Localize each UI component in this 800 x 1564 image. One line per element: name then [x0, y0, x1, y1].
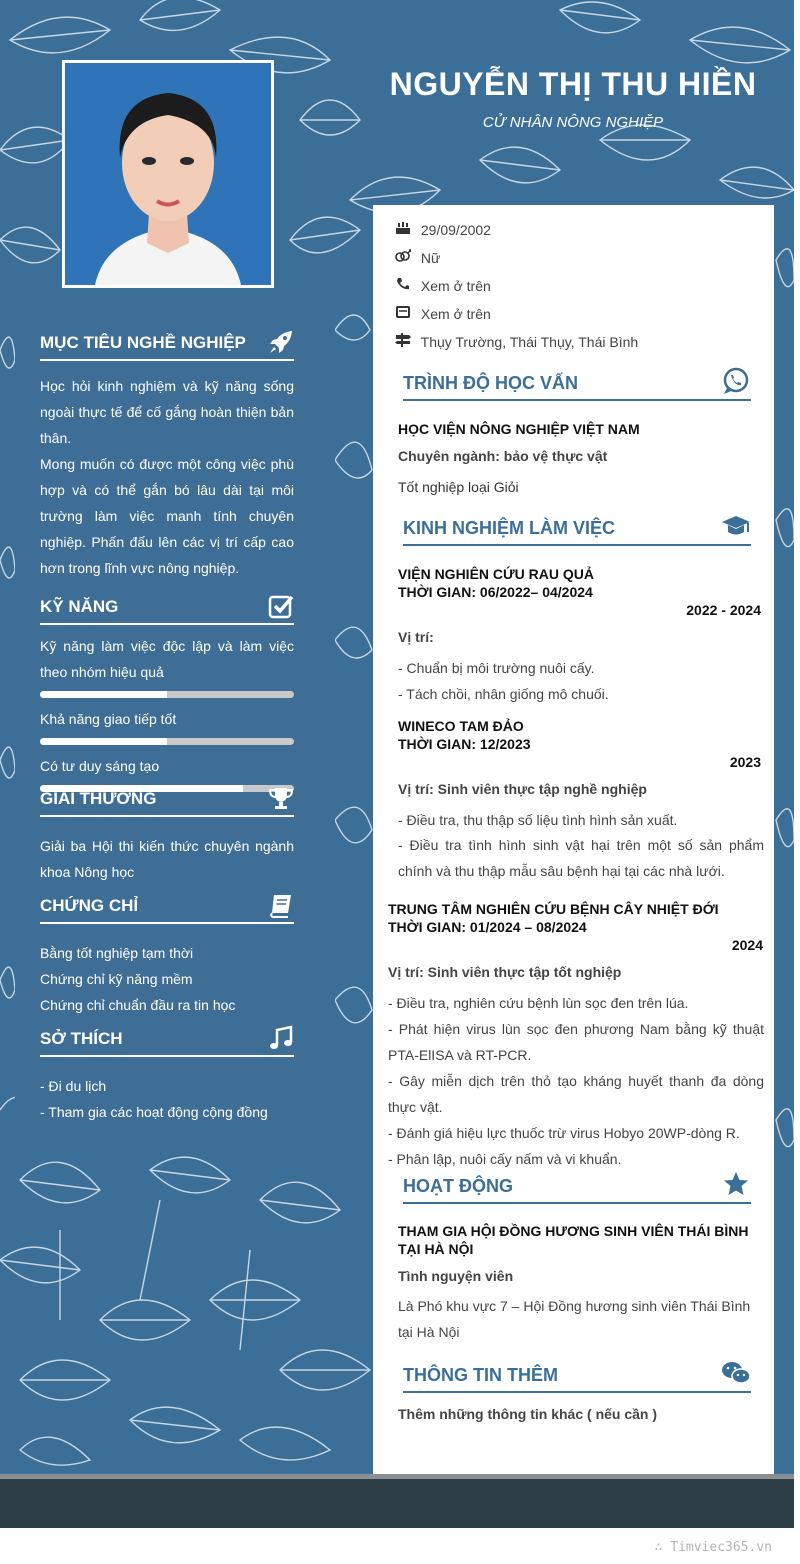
experience-heading: KINH NGHIỆM LÀM VIỆC — [403, 518, 616, 538]
email-text: Xem ở trên — [420, 306, 491, 322]
hobby-item: - Đi du lịch — [40, 1078, 107, 1094]
hobbies-section — [40, 1029, 294, 1125]
watermark: ∴ Timviec365.vn — [654, 1540, 772, 1555]
award-text: Giải ba Hội thi kiến thức chuyên ngành khoa Nông học — [40, 838, 294, 880]
job-duty: - Điều tra, thu thập số liệu tình hình sản xuất. — [398, 812, 678, 828]
chat-bubble-phone-icon — [721, 367, 751, 395]
gender-text: Nữ — [420, 250, 441, 266]
career-goal-text-1: Học hỏi kinh nghiệm và kỹ năng sống ngoài thực tế để cố gắng hoàn thiện bản thân. — [40, 378, 294, 446]
job-duty: - Điều tra, nghiên cứu bệnh lùn sọc đen trên lúa. — [388, 995, 689, 1011]
address-text: Thụy Trường, Thái Thụy, Thái Bình — [420, 334, 639, 350]
experience-heading-row — [403, 518, 751, 546]
skills-heading: KỸ NĂNG — [40, 597, 119, 616]
extra-heading-row — [403, 1365, 751, 1393]
job-period: 2024 — [731, 937, 763, 953]
footer-bar — [0, 1474, 794, 1528]
career-goal-section — [40, 333, 294, 581]
section-heading — [40, 597, 294, 625]
job-duty: - Gây miễn dịch trên thỏ tạo kháng huyết thanh đa dòng thực vật. — [388, 1073, 764, 1115]
birthday-text: 29/09/2002 — [420, 222, 491, 238]
section-heading — [40, 789, 294, 817]
job-time: THỜI GIAN: 01/2024 – 08/2024 — [388, 919, 587, 935]
music-note-icon — [268, 1025, 294, 1051]
job-time: THỜI GIAN: 12/2023 — [398, 736, 531, 752]
activity-description: Là Phó khu vực 7 – Hội Đồng hương sinh viên Thái Bình tại Hà Nội — [398, 1298, 751, 1340]
job-org: WINECO TAM ĐẢO — [398, 718, 524, 734]
email-icon — [395, 305, 411, 319]
candidate-name: NGUYỄN THỊ THU HIỀN — [389, 66, 757, 102]
contact-gender — [395, 249, 440, 266]
job-duty: - Đánh giá hiệu lực thuốc trừ virus Hobyo 20WP-dòng R. — [388, 1125, 740, 1141]
section-heading — [40, 896, 294, 924]
skill-bar-fill — [40, 738, 167, 745]
job-duty: - Điều tra tình hình sinh vật hại trên một số sản phẩm chính và thu thập mẫu sâu bệnh hại tại các nhà lưới. — [398, 837, 764, 879]
awards-heading: GIẢI THƯỞNG — [40, 789, 157, 808]
star-icon — [721, 1170, 751, 1198]
awards-section — [40, 789, 294, 885]
wechat-icon — [721, 1359, 751, 1387]
contact-address — [395, 333, 638, 350]
extra-text: Thêm những thông tin khác ( nếu cần ) — [398, 1406, 658, 1422]
profile-photo — [62, 60, 274, 288]
education-major: Chuyên ngành: bảo vệ thực vật — [398, 448, 608, 464]
job-org: VIỆN NGHIÊN CỨU RAU QUẢ — [398, 566, 594, 582]
education-heading: TRÌNH ĐỘ HỌC VẤN — [403, 373, 578, 393]
job-period: 2023 — [729, 754, 761, 770]
portrait-illustration — [65, 63, 271, 285]
career-goal-text-2: Mong muốn có được một công việc phù hợp và có thể gắn bó lâu dài tại môi trường làm việc manh tính chuyên nghiệp. Phấn đấu lên các vị trí cấp cao hơn trong lĩnh vực nông nghiệp. — [40, 456, 294, 576]
contact-phone — [395, 277, 491, 294]
contact-birthday — [395, 221, 491, 238]
contact-email — [395, 305, 491, 322]
activity-title: THAM GIA HỘI ĐỒNG HƯƠNG SINH VIÊN THÁI BÌNH TẠI HÀ NỘI — [398, 1223, 749, 1257]
job-duty: - Phân lập, nuôi cấy nấm và vi khuẩn. — [388, 1151, 622, 1167]
phone-text: Xem ở trên — [420, 278, 491, 294]
gender-icon — [395, 249, 411, 263]
graduation-cap-icon — [721, 512, 751, 540]
certificate-item: Bằng tốt nghiệp tạm thời — [40, 945, 194, 961]
job-position: Vị trí: — [398, 629, 434, 645]
certificate-item: Chứng chỉ chuẩn đầu ra tin học — [40, 997, 236, 1013]
job-duty: - Tách chồi, nhân giống mô chuối. — [398, 686, 609, 702]
job-period: 2022 - 2024 — [686, 602, 761, 618]
skill-bar — [40, 738, 294, 745]
job-duty: - Chuẩn bị môi trường nuôi cấy. — [398, 660, 595, 676]
activities-heading: HOẠT ĐỘNG — [403, 1176, 513, 1196]
hobbies-heading: SỞ THÍCH — [40, 1029, 123, 1048]
right-column — [373, 205, 774, 1474]
job-time: THỜI GIAN: 06/2022– 04/2024 — [398, 584, 593, 600]
skill-label: Kỹ năng làm việc độc lập và làm việc theo nhóm hiệu quả — [40, 638, 294, 680]
skills-section — [40, 597, 294, 792]
birthday-cake-icon — [395, 221, 411, 235]
phone-icon — [395, 277, 411, 291]
job-position: Vị trí: Sinh viên thực tập tốt nghiệp — [388, 964, 622, 980]
job-title: CỬ NHÂN NÔNG NGHIỆP — [482, 114, 664, 131]
job-duty: - Phát hiện virus lùn sọc đen phương Nam bằng kỹ thuật PTA-ElISA và RT-PCR. — [388, 1021, 764, 1063]
certificate-item: Chứng chỉ kỹ năng mềm — [40, 971, 193, 987]
skill-bar — [40, 691, 294, 698]
activity-role: Tình nguyện viên — [398, 1268, 514, 1284]
hobby-item: - Tham gia các hoạt động cộng đồng — [40, 1104, 268, 1120]
checkbox-icon — [268, 593, 294, 619]
education-heading-row — [403, 373, 751, 401]
activities-heading-row — [403, 1176, 751, 1204]
career-goal-heading: MỤC TIÊU NGHỀ NGHIỆP — [40, 333, 246, 352]
extra-heading: THÔNG TIN THÊM — [403, 1365, 558, 1385]
left-column — [15, 295, 335, 1132]
book-icon — [268, 892, 294, 918]
skill-label: Khả năng giao tiếp tốt — [40, 711, 177, 727]
education-result: Tốt nghiệp loại Giỏi — [398, 479, 519, 495]
rocket-icon — [268, 329, 294, 355]
skill-label: Có tư duy sáng tạo — [40, 758, 160, 774]
section-heading — [40, 1029, 294, 1057]
address-signpost-icon — [395, 333, 411, 347]
trophy-icon — [268, 785, 294, 811]
skill-bar-fill — [40, 691, 167, 698]
job-position: Vị trí: Sinh viên thực tập nghề nghiệp — [398, 781, 647, 797]
section-heading — [40, 333, 294, 361]
certificates-section — [40, 896, 294, 1018]
job-org: TRUNG TÂM NGHIÊN CỨU BỆNH CÂY NHIỆT ĐỚI — [388, 901, 719, 917]
education-school: HỌC VIỆN NÔNG NGHIỆP VIỆT NAM — [398, 421, 640, 437]
certificates-heading: CHỨNG CHỈ — [40, 896, 139, 915]
